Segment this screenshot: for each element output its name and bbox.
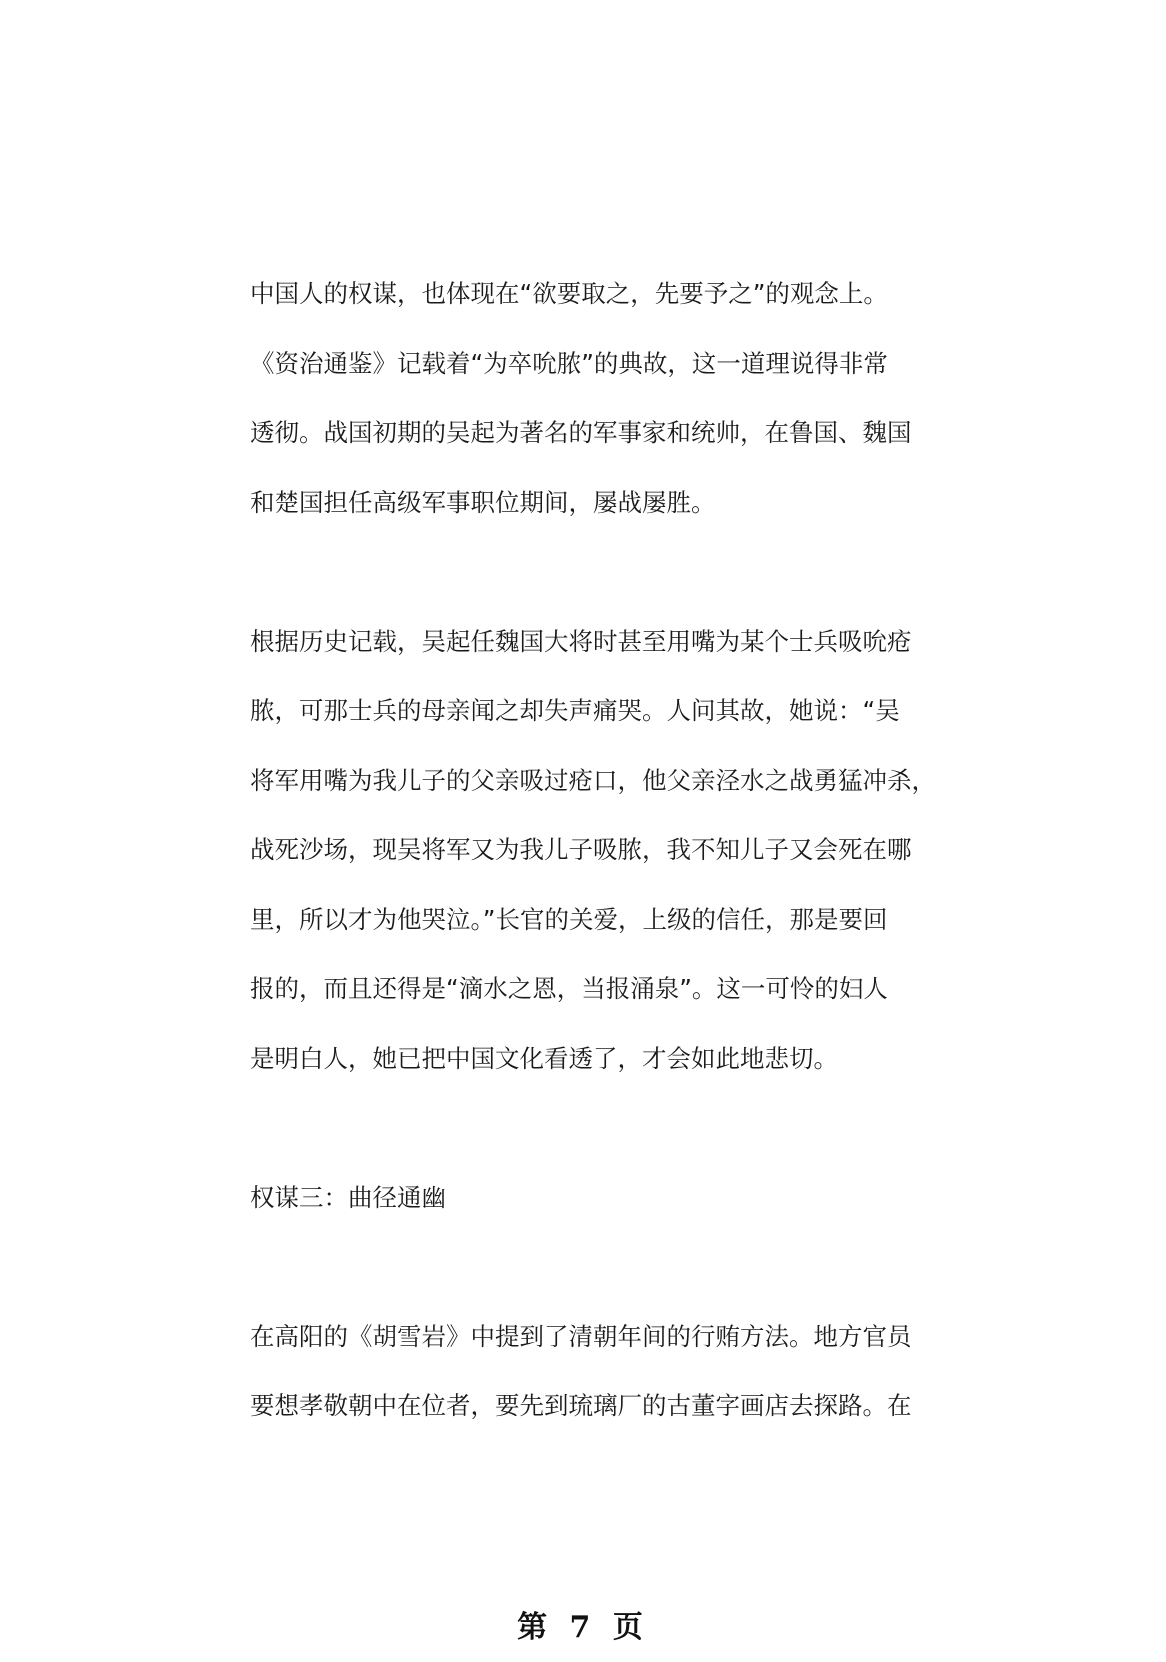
text-line: 根据历史记载，吴起任魏国大将时甚至用嘴为某个士兵吸吮疮 [250, 626, 912, 656]
text-line: 在高阳的《胡雪岩》中提到了清朝年间的行贿方法。地方官员 [250, 1321, 912, 1351]
paragraph-gap [250, 1113, 950, 1183]
page-number-footer: 第 7 页 [517, 1610, 649, 1645]
text-line: 里，所以才为他哭泣。”长官的关爱，上级的信任，那是要回 [250, 904, 888, 934]
text-line: 脓，可那士兵的母亲闻之却失声痛哭。人问其故，她说：“吴 [250, 696, 900, 725]
paragraph-2 [250, 627, 950, 1114]
section-heading [250, 1183, 950, 1253]
paragraph-3 [250, 1322, 950, 1461]
text-line: 是明白人，她已把中国文化看透了，才会如此地悲切。 [250, 1043, 838, 1073]
text-line: 要想孝敬朝中在位者，要先到琉璃厂的古董字画店去探路。在 [250, 1391, 912, 1420]
text-line: 和楚国担任高级军事职位期间，屡战屡胜。 [250, 487, 716, 517]
paragraph-1 [250, 279, 950, 557]
text-line: 将军用嘴为我儿子的父亲吸过疮口，他父亲泾水之战勇猛冲杀， [250, 765, 936, 795]
text-line: 战死沙场，现吴将军又为我儿子吸脓，我不知儿子又会死在哪 [250, 835, 912, 864]
paragraph-gap [250, 557, 950, 627]
text-line: 《资治通鉴》记载着“为卒吮脓”的典故，这一道理说得非常 [250, 348, 888, 378]
text-line: 透彻。战国初期的吴起为著名的军事家和统帅，在鲁国、魏国 [250, 418, 912, 447]
text-line: 中国人的权谋，也体现在“欲要取之，先要予之”的观念上。 [250, 279, 888, 308]
document-body [250, 279, 950, 1461]
text-line: 报的，而且还得是“滴水之恩，当报涌泉”。这一可怜的妇人 [250, 974, 888, 1003]
heading-line: 权谋三：曲径通幽 [250, 1182, 446, 1212]
paragraph-gap [250, 1252, 950, 1322]
